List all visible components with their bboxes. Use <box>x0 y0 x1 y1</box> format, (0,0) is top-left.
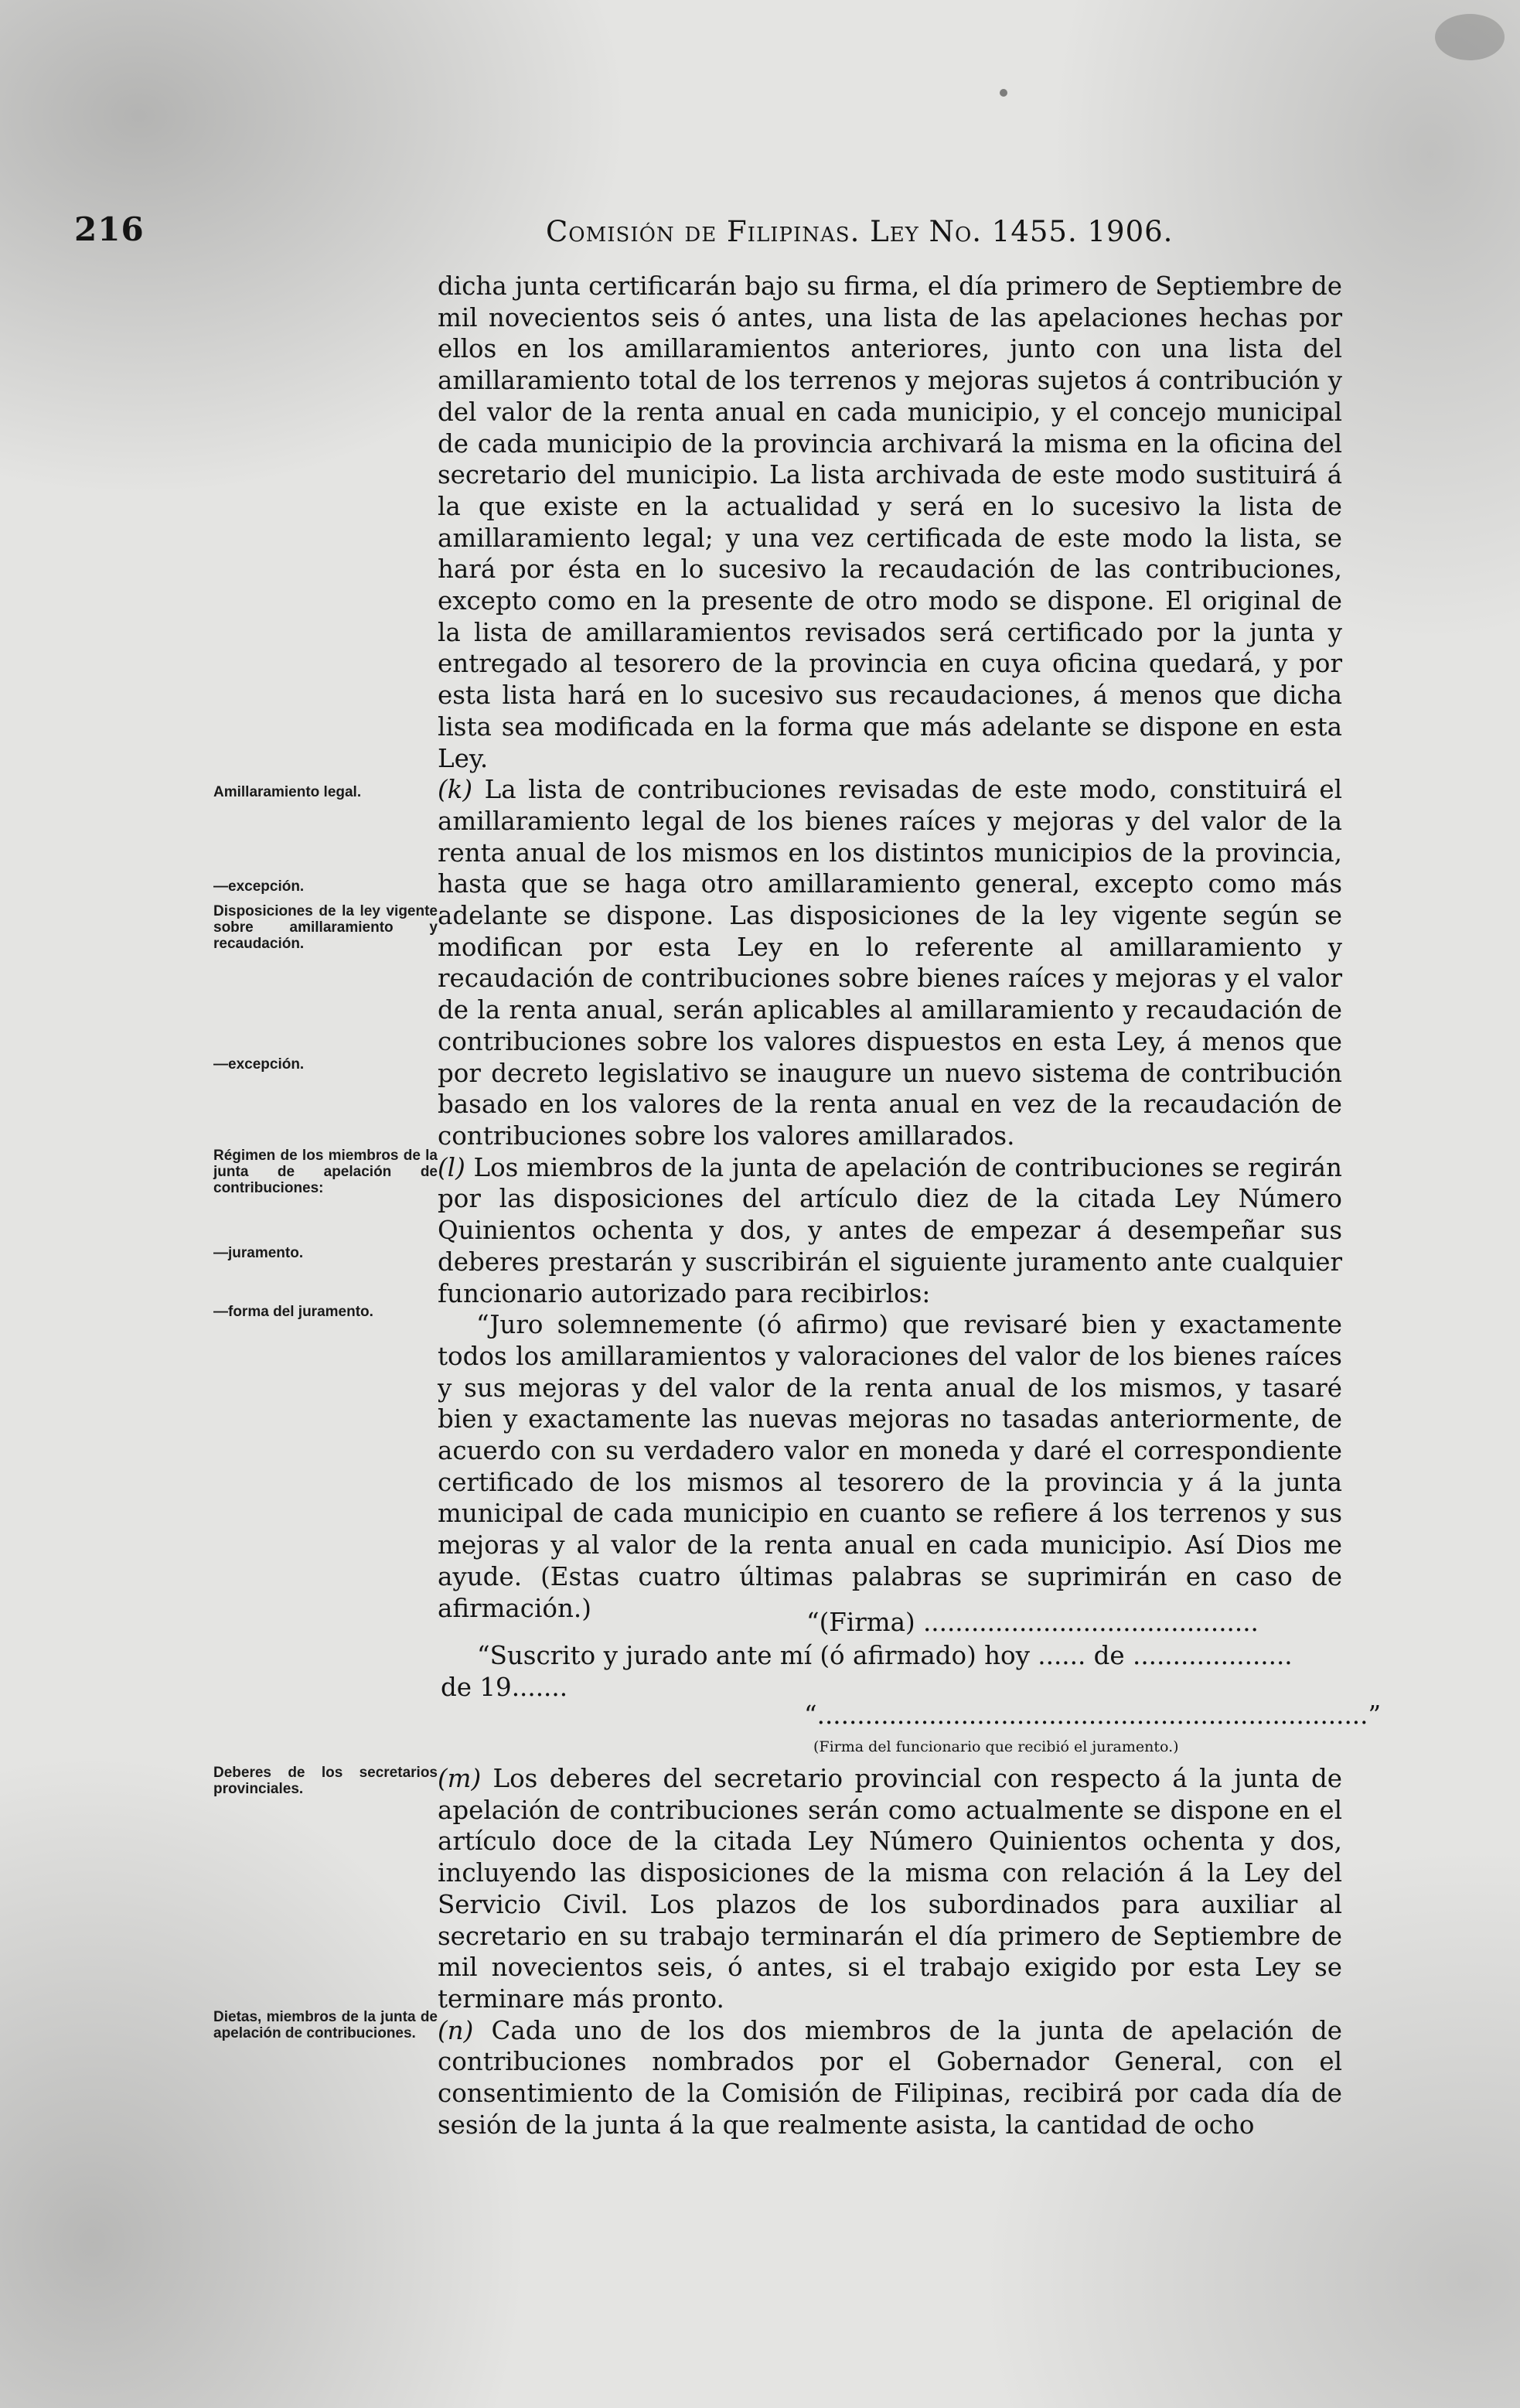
paragraph-k-text: La lista de contribuciones revisadas de este modo, constituirá el amillaramiento legal de los bienes raíces y mejoras y del valor de la renta anual de los mismos en los distintos municipios de la provincia, hasta que se haga otro amillaramiento general, excepto como más adelante se dispone. Las disposiciones de la ley vigente según se modifican por esta Ley en lo referente al amillaramiento y recaudación de contribuciones sobre bienes raíces y mejoras y el valor de la renta anual, serán aplicables al amillaramiento y recaudación de contribuciones sobre los valores dispuestos en esta Ley, á menos que por decreto legislativo se inaugure un nuevo sistema de contribución basado en los valores de la renta anual en vez de la recaudación de contribuciones sobre los valores amillarados. <box>438 775 1342 1151</box>
margin-note-forma-juramento: —forma del juramento. <box>213 1304 373 1320</box>
paragraph-l-text: Los miembros de la junta de apelación de contribuciones se regirán por las disposiciones del artículo diez de la citada Ley Número Quinientos ochenta y dos, y antes de empezar á desempeñar sus deberes prestarán y suscribirán el siguiente juramento ante cualquier funcionario autorizado para recibirlos: <box>438 1152 1342 1308</box>
scan-smudge <box>1435 14 1505 60</box>
paragraph-oath: “Juro solemnemente (ó afirmo) que revisaré bien y exactamente todos los amillaramientos y valoraciones del valor de los bienes raíces y sus mejoras y del valor de la renta anual de los mismos, y tasaré bien y exactamente las nuevas mejoras no tasadas anteriormente, de acuerdo con su verdadero valor en moneda y daré el correspondiente certificado de los mismos al tesorero de la provincia y á la junta municipal de cada municipio en cuanto se refiere á los terrenos y sus mejoras y al valor de la renta anual en cada municipio. Así Dios me ayude. (Estas cuatro últimas palabras se suprimirán en caso de afirmación.) <box>438 1310 1342 1623</box>
date-line: de 19....... <box>441 1673 568 1702</box>
blank-signature-line: “.....................................................................” <box>804 1700 1382 1730</box>
margin-note-excepcion-1: —excepción. <box>213 878 305 895</box>
section-marker-k: (k) <box>438 775 473 805</box>
margin-note-juramento: —juramento. <box>213 1245 304 1261</box>
margin-note-deberes: Deberes de los secretarios provinciales. <box>213 1765 438 1797</box>
suscrito-line: “Suscrito y jurado ante mí (ó afirmado) hoy ...... de .................... <box>477 1641 1293 1670</box>
margin-note-excepcion-2: —excepción. <box>213 1056 305 1073</box>
body-text-lower <box>438 1763 1342 2140</box>
section-marker-m: (m) <box>438 1764 482 1793</box>
firma-line: “(Firma) .......................................... <box>806 1608 1259 1637</box>
margin-note-dietas: Dietas, miembros de la junta de apelación de contribuciones. <box>213 2009 438 2041</box>
margin-note-regimen: Régimen de los miembros de la junta de apelación de contribuciones: <box>213 1148 438 1196</box>
paragraph-intro: dicha junta certificarán bajo su firma, el día primero de Septiembre de mil novecientos seis ó antes, una lista de las apelaciones hechas por ellos en los amillaramientos anteriores, junto con una lista del amillaramiento total de los terrenos y mejoras sujetos á contribución y del valor de la renta anual en cada municipio, y el concejo municipal de cada municipio de la provincia archivará la misma en la oficina del secretario del municipio. La lista archivada de este modo sustituirá á la que existe en la actualidad y será en lo sucesivo la lista de amillaramiento legal; y una vez certificada de este modo la lista, se hará por ésta en lo sucesivo la recaudación de las contribuciones, excepto como en la presente de otro modo se dispone. El original de la lista de amillaramientos revisados será certificado por la junta y entregado al tesorero de la provincia en cuya oficina quedará, y por esta lista hará en lo sucesivo sus recaudaciones, á menos que dicha lista sea modificada en la forma que más adelante se dispone en esta Ley. <box>438 271 1342 773</box>
body-text <box>438 271 1342 1624</box>
section-marker-l: (l) <box>438 1152 465 1182</box>
paragraph-m-text: Los deberes del secretario provincial con respecto á la junta de apelación de contribuciones serán como actualmente se dispone en el artículo doce de la citada Ley Número Quinientos ochenta y dos, incluyendo las disposiciones de la misma con relación á la Ley del Servicio Civil. Los plazos de los subordinados para auxiliar al secretario en su trabajo terminarán el día primero de Septiembre de mil novecientos seis, ó antes, si el trabajo exigido por esta Ley se terminare más pronto. <box>438 1764 1342 2014</box>
scan-speck <box>1000 89 1007 97</box>
signature-caption: (Firma del funcionario que recibió el juramento.) <box>813 1738 1179 1755</box>
paragraph-n <box>438 2015 1342 2141</box>
section-marker-n: (n) <box>438 2015 474 2045</box>
margin-note-amillaramiento-legal: Amillaramiento legal. <box>213 784 362 800</box>
page-number: 216 <box>74 210 145 248</box>
paragraph-n-text: Cada uno de los dos miembros de la junta de apelación de contribuciones nombrados por el Gobernador General, con el consentimiento de la Comisión de Filipinas, recibirá por cada día de sesión de la junta á la que realmente asista, la cantidad de ocho <box>438 2015 1342 2140</box>
running-title: Comisión de Filipinas. Ley No. 1455. 1906. <box>546 215 1174 248</box>
paragraph-l <box>438 1152 1342 1310</box>
page-header <box>74 210 1342 257</box>
paragraph-m <box>438 1763 1342 2015</box>
margin-note-disposiciones: Disposiciones de la ley vigente sobre amillaramiento y recaudación. <box>213 903 438 952</box>
paragraph-k <box>438 774 1342 1151</box>
